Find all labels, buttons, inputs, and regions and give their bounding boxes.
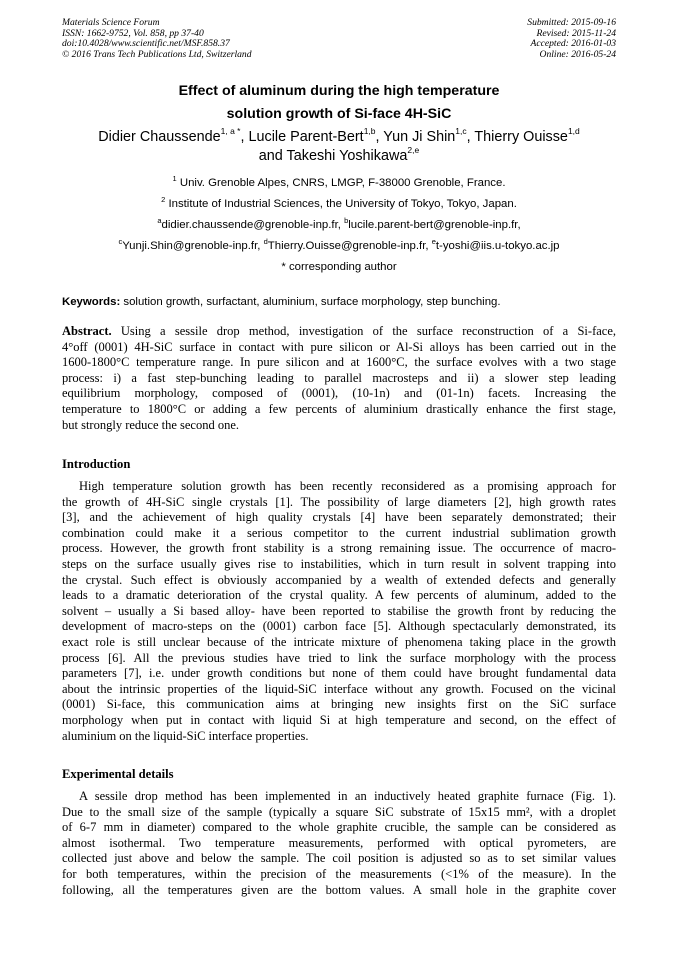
journal-name: Materials Science Forum [62, 17, 160, 28]
text-line: Due to the small size of the sample (typically a square SiC substrate of 15x15 mm², with a droplet [62, 804, 616, 819]
title-line: solution growth of Si-face 4H-SiC [226, 106, 452, 122]
author-separator: , [466, 129, 475, 145]
text-line: morphology when put in contact with liquid Si at high temperature and second, on the effect of [62, 712, 616, 727]
text-line: High temperature solution growth has been recently reconsidered as a promising approach for [79, 479, 616, 493]
keywords [62, 295, 616, 309]
author-name: Lucile Parent-Bert [248, 129, 364, 145]
email-marker: b [344, 216, 349, 225]
text-line: combination could make it a serious competitor to the current industrial sublimation growth [62, 525, 616, 540]
text-line: leads to a dramatic deterioration of the crystal quality. A few percents of aluminum, added to the [62, 588, 616, 603]
author-affil-marker: 1,d [567, 126, 580, 136]
author-separator: , [375, 129, 384, 145]
affiliation-2 [62, 197, 616, 211]
author-affil-marker: 2,e [407, 145, 420, 155]
date-online: Online: 2016-05-24 [539, 48, 616, 60]
affiliation-1 [62, 176, 616, 190]
text-line: of 6-7 mm in diameter) compared to the whole graphite crucible, the sample can be considered as [62, 820, 616, 835]
author-name: Didier Chaussende [98, 129, 221, 145]
submission-dates [527, 18, 616, 60]
affiliation-text: Institute of Industrial Sciences, the University of Tokyo, Tokyo, Japan. [165, 198, 517, 210]
email-marker: e [431, 237, 436, 246]
text-line: 1600-1800°C temperature range. In pure silicon and at 1600°C, the surface evolves with a two stage [62, 355, 616, 370]
text-line: the crystal. Such effect is obviously accompanied by a wealth of extended defects and generally [62, 572, 616, 587]
affiliation-marker: 2 [161, 195, 166, 204]
email-marker: c [118, 237, 123, 246]
text-line: solvent – usually a Si based alloy- have been reported to stabilise the growth front by reducing the [62, 603, 616, 618]
abstract-label: Abstract. [62, 324, 112, 338]
email-address[interactable]: didier.chaussende@grenoble-inp.fr, [161, 219, 345, 231]
text-line: steps on the surface usually gives rise to instabilities, which in turn result in solvent trapping into [62, 556, 616, 571]
text-line: parameters [7], i.e. under growth conditions but none of them could have brought fundamental data [62, 666, 616, 681]
text-line [62, 324, 616, 340]
keywords-label: Keywords: [62, 296, 121, 308]
text-line: [3], and the achievement of high quality crystals [4] have been separately demonstrated; their [62, 510, 616, 525]
text-line: collected just above and below the sample. The coil position is adjusted so as to set similar values [62, 851, 616, 866]
email-marker: d [263, 237, 268, 246]
paper-title [62, 80, 616, 126]
email-address[interactable]: Yunji.Shin@grenoble-inp.fr, [122, 240, 264, 252]
abstract [62, 324, 616, 433]
journal-issn: ISSN: 1662-9752, Vol. 858, pp 37-40 [62, 27, 204, 39]
journal-copyright: © 2016 Trans Tech Publications Ltd, Switzerland [62, 48, 252, 60]
email-marker: a [157, 216, 162, 225]
affiliation-marker: 1 [172, 174, 177, 183]
text-line: about the intrinsic properties of the liquid-SiC interface without any growth. Focused on the vicinal [62, 681, 616, 696]
date-submitted: Submitted: 2015-09-16 [527, 17, 616, 28]
affiliation-text: Univ. Grenoble Alpes, CNRS, LMGP, F-38000 Grenoble, France. [176, 177, 506, 189]
text-span: Using a sessile drop method, investigation of the surface reconstruction of a Si-face, [111, 324, 616, 338]
text-line: exact role is still unclear because of the intricate mixture of phenomena taking place in the growth [62, 634, 616, 649]
text-line: for both temperatures, within the precision of the measurements (<1% of the measure). In the [62, 866, 616, 881]
text-line: 4°off (0001) 4H-SiC surface in contact with pure silicon or Al-Si alloys has been carried out in the [62, 339, 616, 354]
email-address[interactable]: Thierry.Ouisse@grenoble-inp.fr, [267, 240, 432, 252]
introduction-text [62, 479, 616, 744]
author-name: Yun Ji Shin [383, 129, 456, 145]
email-line [62, 218, 616, 232]
section-heading-experimental: Experimental details [62, 767, 174, 781]
author-name: and Takeshi Yoshikawa [258, 148, 408, 164]
text-line: aluminium on the liquid-SiC interface properties. [62, 728, 309, 743]
date-accepted: Accepted: 2016-01-03 [530, 38, 616, 50]
author-line [62, 128, 616, 147]
email-line [62, 239, 616, 253]
corresponding-author-note: * corresponding author [281, 261, 397, 273]
text-line: following, all the temperatures given are the bottom values. A small hole in the graphite cover [62, 882, 616, 897]
text-line: but strongly reduce the second one. [62, 417, 240, 432]
text-line: temperature to 1800°C or adding a few percents of aluminium drastically enhance the first stage, [62, 401, 616, 416]
section-heading-introduction: Introduction [62, 457, 131, 471]
text-line: A sessile drop method has been implemented in an inductively heated graphite furnace (Fig. 1). [79, 789, 616, 803]
experimental-text [62, 789, 616, 898]
journal-info [62, 18, 252, 60]
text-line: development of macro-steps on the (0001) carbon face [5]. Although spectacularly demonstrated, its [62, 619, 616, 634]
author-separator: , [240, 129, 249, 145]
author-affil-marker: 1,b [363, 126, 376, 136]
author-name: Thierry Ouisse [474, 129, 568, 145]
email-address[interactable]: t-yoshi@iis.u-tokyo.ac.jp [435, 240, 560, 252]
text-line: (0001) Si-face, this communication aims at bringing new insights first on the SiC surface [62, 697, 616, 712]
title-line: Effect of aluminum during the high temperature [178, 83, 500, 99]
author-affil-marker: 1, a * [220, 126, 241, 136]
text-line: process. However, the growth front stability is a strong remaining issue. The occurrence of macro- [62, 541, 616, 556]
date-revised: Revised: 2015-11-24 [536, 27, 616, 39]
author-list [62, 128, 616, 166]
journal-doi: doi:10.4028/www.scientific.net/MSF.858.37 [62, 38, 230, 50]
text-line: process: i) a fast step-bunching leading to parallel macrosteps and ii) a slower step leading [62, 370, 616, 385]
text-line: equilibrium morphology, composed of (0001), (10-1n) and (01-1n) facets. Increasing the [62, 386, 616, 401]
keywords-text: solution growth, surfactant, aluminium, surface morphology, step bunching. [120, 296, 501, 308]
author-affil-marker: 1,c [455, 126, 467, 136]
text-line: process [6]. All the previous studies have tried to link the surface morphology with the process [62, 650, 616, 665]
author-line [62, 147, 616, 166]
email-address[interactable]: lucile.parent-bert@grenoble-inp.fr, [348, 219, 521, 231]
text-line: the growth of 4H-SiC single crystals [1]. The possibility of large diameters [2], high growth rates [62, 494, 616, 509]
text-line: almost isothermal. Two temperature measurements, performed with optical pyrometers, are [62, 835, 616, 850]
